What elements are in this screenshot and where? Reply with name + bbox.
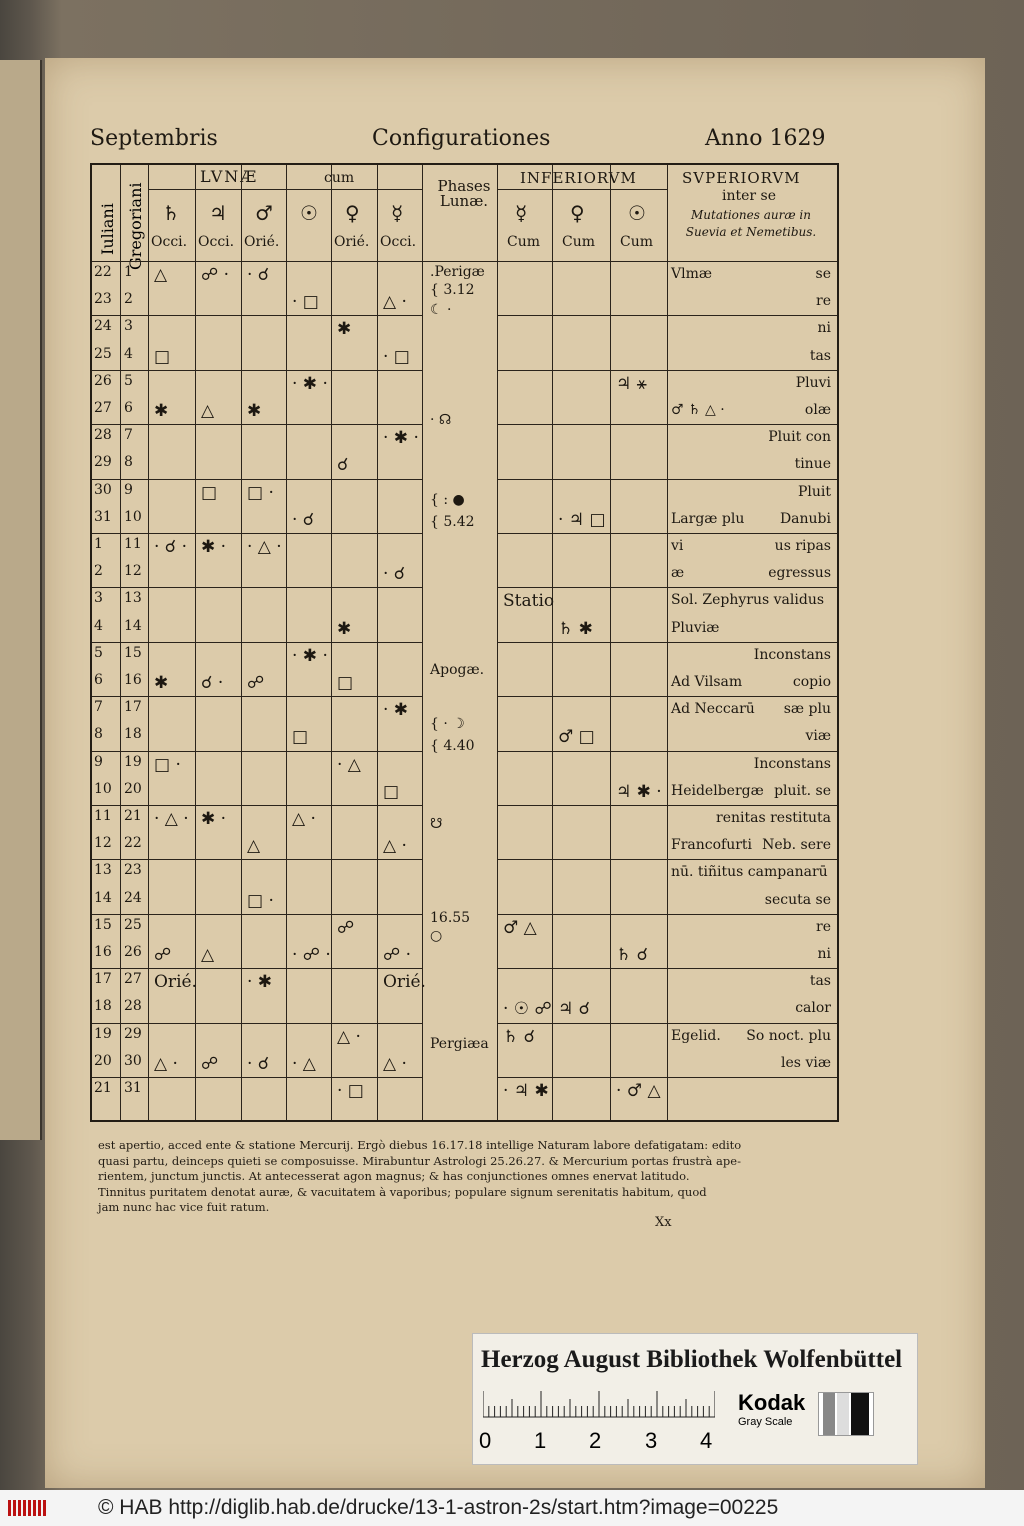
julian-day: 31 — [94, 508, 112, 525]
julian-day: 27 — [94, 400, 112, 416]
lunae-aspect: · □ — [383, 346, 410, 367]
weather-note: pluit. se — [774, 782, 831, 799]
row-rule — [92, 587, 422, 588]
gregorian-day: 17 — [124, 699, 142, 716]
ruler-number: 0 — [479, 1428, 492, 1453]
gregorian-day: 19 — [124, 753, 142, 770]
inferiorum-aspect: ♃ ✱ · — [616, 781, 662, 802]
weather-note: Pluvi — [795, 374, 831, 391]
row-rule — [92, 914, 422, 915]
lunae-aspect: · ✱ · — [292, 373, 328, 394]
header-rule — [497, 189, 667, 190]
gregorian-day: 3 — [124, 318, 133, 335]
lunae-aspect: Orié. — [154, 972, 197, 993]
commentary-line: Tinnitus puritatem denotat auræ, & vacuitatem à vaporibus; populare signum serenitatis habitum, quod — [98, 1184, 707, 1199]
row-rule — [92, 805, 422, 806]
gray-scale-label: Gray Scale — [738, 1416, 793, 1428]
julian-day: 10 — [94, 780, 112, 797]
superiorum-group-header: SVPERIORVM — [682, 169, 801, 187]
lunae-aspect: · □ — [337, 1081, 364, 1101]
lunae-aspect: ☍ — [154, 945, 172, 965]
weather-note: So noct. plu — [746, 1027, 831, 1044]
header-year: Anno 1629 — [705, 126, 826, 151]
copyright-url: © HAB http://diglib.hab.de/drucke/13-1-astron-2s/start.htm?image=00225 — [98, 1496, 779, 1519]
inferiorum-aspect: · ♃ □ — [558, 509, 606, 530]
weather-note: Egelid. — [671, 1027, 721, 1044]
lunae-aspect: · ✱ · — [292, 645, 328, 666]
lunae-aspect: □ — [201, 482, 218, 503]
lunae-aspect: ✱ — [154, 673, 169, 693]
gregorian-day: 28 — [124, 998, 142, 1015]
row-rule — [497, 968, 837, 969]
lunae-aspect: ☍ — [247, 673, 265, 693]
weather-note: Largæ plu — [671, 510, 745, 527]
lunae-aspect: · △ — [337, 754, 361, 775]
inferiorum-aspect: ♃ ☌ — [558, 999, 591, 1020]
gregorian-day: 18 — [124, 726, 142, 743]
julian-day: 9 — [94, 753, 103, 770]
lunae-aspect: · △ — [292, 1053, 316, 1074]
julian-day: 7 — [94, 699, 103, 716]
row-rule — [497, 315, 837, 316]
julian-day: 20 — [94, 1052, 112, 1069]
signature-mark: Xx — [655, 1215, 672, 1230]
lunae-aspect: · ☌ — [247, 1053, 270, 1074]
lunae-sub-label: Orié. — [244, 234, 280, 250]
lunae-aspect: ☌ — [337, 455, 349, 476]
moon-phase: Pergiæa — [430, 1036, 489, 1052]
moon-phase: · ☊ — [430, 412, 452, 428]
row-rule — [92, 1077, 422, 1078]
row-rule — [497, 805, 837, 806]
julian-day: 21 — [94, 1080, 112, 1096]
row-rule — [497, 370, 837, 371]
inferiorum-aspect: · ♃ ✱ — [503, 1081, 549, 1101]
lunae-aspect: · ✱ — [247, 972, 273, 993]
lunae-aspect: △ — [247, 836, 261, 857]
lunae-aspect: Orié. — [383, 972, 426, 993]
lunae-aspect: · ✱ — [383, 700, 409, 721]
weather-note: re — [816, 293, 831, 310]
row-rule — [497, 1023, 837, 1024]
weather-note: ni — [817, 320, 831, 337]
row-rule — [92, 424, 422, 425]
lunae-aspect: ✱ · — [201, 537, 227, 557]
moon-phase: Apogæ. — [430, 662, 485, 678]
lunae-aspect: · ☌ · — [154, 537, 188, 557]
julian-day: 1 — [94, 536, 103, 552]
lunae-planet-symbol: ♂ — [255, 201, 273, 225]
weather-note: Ad Neccarū — [671, 701, 755, 718]
gregorian-day: 12 — [124, 563, 142, 580]
lunae-sub-label: Occi. — [151, 234, 188, 250]
julian-day: 28 — [94, 427, 112, 444]
julian-day: 13 — [94, 862, 112, 879]
kodak-brand: Kodak — [738, 1390, 806, 1415]
julian-day: 11 — [94, 808, 112, 824]
ruler-number: 2 — [589, 1428, 602, 1453]
inferiorum-group-header: INFERIORVM — [520, 169, 637, 187]
weather-note: Sol. Zephyrus validus — [671, 592, 825, 609]
moon-phase: { 4.40 — [430, 738, 475, 754]
lunae-aspect: △ · — [154, 1053, 178, 1074]
gregorian-day: 23 — [124, 862, 142, 879]
lunae-planet-symbol: ♃ — [209, 201, 227, 225]
header-month: Septembris — [90, 126, 218, 151]
lunae-aspect: ✱ · — [201, 809, 227, 829]
row-rule — [92, 968, 422, 969]
weather-note: æ — [671, 565, 685, 582]
lunae-aspect: △ — [154, 265, 168, 285]
julian-day: 23 — [94, 291, 112, 308]
footer-bar — [0, 1490, 1024, 1526]
inferiorum-planet-symbol: ☿ — [515, 201, 528, 225]
lunae-aspect: □ · — [247, 482, 274, 503]
weather-note: Francofurti — [671, 837, 753, 854]
gregorian-day: 8 — [124, 454, 133, 471]
julian-day: 17 — [94, 971, 112, 988]
gregorian-day: 9 — [124, 481, 133, 498]
row-rule — [497, 533, 837, 534]
lunae-aspect: △ · — [383, 292, 407, 313]
lunae-aspect: ✱ — [154, 401, 169, 421]
gregorian-day: 4 — [124, 345, 133, 362]
lunae-aspect: □ — [154, 346, 171, 367]
lunae-aspect: △ — [201, 945, 215, 965]
weather-note: ♂ ♄ △ · — [671, 402, 725, 418]
row-rule — [497, 751, 837, 752]
library-name: Herzog August Bibliothek Wolfenbüttel — [481, 1346, 903, 1373]
commentary-line: est apertio, acced ente & statione Mercurij. Ergò diebus 16.17.18 intellige Naturam labore defatigatam: edito — [98, 1138, 742, 1152]
lunae-aspect: ☌ · — [201, 673, 224, 693]
row-rule — [497, 1077, 837, 1078]
lunae-planet-symbol: ♄ — [162, 201, 180, 225]
row-rule — [497, 914, 837, 915]
commentary-line: jam nunc hac vice fuit ratum. — [98, 1200, 270, 1214]
lunae-aspect: △ — [201, 401, 215, 421]
lunae-aspect: · □ — [292, 292, 319, 313]
weather-note: Inconstans — [753, 646, 831, 663]
weather-note: vi — [671, 538, 684, 554]
julian-column-header: Iuliani — [98, 203, 117, 255]
lunae-aspect: △ · — [292, 809, 316, 829]
row-rule — [92, 1023, 422, 1024]
weather-note: copio — [792, 674, 831, 690]
inferiorum-aspect: ♂ □ — [558, 727, 595, 748]
gregorian-day: 1 — [124, 264, 133, 280]
julian-day: 12 — [94, 835, 112, 852]
moon-phase: { : ● — [430, 492, 465, 508]
moon-phase: ○ — [430, 928, 443, 944]
weather-note: us ripas — [774, 538, 831, 554]
julian-day: 25 — [94, 345, 112, 362]
moon-phase: ☾ · — [430, 302, 452, 318]
lunae-aspect: □ — [292, 727, 309, 748]
gregorian-day: 24 — [124, 889, 142, 906]
superiorum-subtitle: Mutationes auræ in Suevia et Nemetibus. — [685, 208, 817, 239]
superiorum-inter-se: inter se — [722, 188, 777, 204]
row-rule — [92, 642, 422, 643]
weather-note: Ad Vilsam — [671, 674, 743, 690]
weather-note: Neb. sere — [762, 837, 831, 854]
inferiorum-planet-symbol: ☉ — [628, 201, 646, 225]
gregorian-day: 10 — [124, 508, 142, 525]
ruler-number: 1 — [534, 1428, 547, 1453]
commentary-line: quasi partu, deinceps quieti se composuisse. Mirabuntur Astrologi 25.26.27. & Mercurium portas frustrà ape- — [98, 1153, 741, 1168]
lunae-aspect: △ · — [337, 1026, 361, 1047]
lunae-aspect: ☍ — [201, 1053, 219, 1074]
lunae-aspect: · ✱ · — [383, 428, 419, 449]
lunae-aspect: · △ · — [154, 809, 189, 829]
gregorian-day: 27 — [124, 971, 142, 988]
gregorian-day: 16 — [124, 672, 142, 688]
weather-note: se — [815, 266, 831, 282]
gregorian-day: 30 — [124, 1052, 142, 1069]
row-rule — [92, 370, 422, 371]
julian-day: 30 — [94, 481, 112, 498]
lunae-aspect: ☍ — [337, 917, 355, 938]
gregorian-day: 22 — [124, 835, 142, 852]
row-rule — [497, 424, 837, 425]
row-rule — [92, 479, 422, 480]
lunae-aspect: △ · — [383, 1053, 407, 1074]
moon-phase: 16.55 — [430, 910, 471, 926]
julian-day: 3 — [94, 590, 103, 607]
header-rule — [148, 189, 422, 190]
row-rule — [92, 751, 422, 752]
lunae-cum-label: cum — [324, 170, 355, 186]
julian-day: 16 — [94, 944, 112, 960]
inferiorum-aspect: Statio — [503, 591, 555, 612]
inferiorum-aspect: · ♂ △ — [616, 1081, 661, 1101]
moon-phase: .Perigæ — [430, 264, 485, 280]
gregorian-day: 14 — [124, 617, 142, 634]
header-title: Configurationes — [372, 126, 551, 151]
weather-note: Danubi — [779, 510, 831, 527]
gray-swatch — [818, 1392, 874, 1436]
julian-day: 29 — [94, 454, 112, 471]
julian-day: 5 — [94, 644, 103, 661]
commentary-line: rientem, junctum junctis. At antecesserat agon magnus; & has conjunctiones omnes enervat latitudo. — [98, 1169, 690, 1183]
weather-note: calor — [795, 1000, 831, 1017]
weather-note: olæ — [804, 402, 831, 418]
gregorian-day: 5 — [124, 372, 133, 389]
inferiorum-sub-label: Cum — [507, 234, 541, 250]
lunae-aspect: ✱ — [247, 401, 262, 421]
weather-note: renitas restituta — [716, 810, 831, 826]
row-rule — [92, 859, 422, 860]
weather-note: tas — [809, 973, 831, 990]
lunae-aspect: · ☌ — [383, 564, 406, 585]
julian-day: 15 — [94, 916, 112, 933]
moon-phase: { · ☽ — [430, 716, 465, 732]
lunae-aspect: □ · — [154, 754, 181, 775]
lunae-aspect: · △ · — [247, 537, 282, 557]
julian-day: 19 — [94, 1025, 112, 1042]
lunae-aspect: ☍ · — [201, 265, 230, 285]
julian-day: 22 — [94, 264, 112, 280]
weather-note: ni — [817, 946, 831, 962]
inferiorum-aspect: ♃ ⚹ — [616, 373, 647, 394]
gregorian-column-header: Gregoriani — [126, 182, 145, 270]
inferiorum-planet-symbol: ♀ — [570, 201, 585, 225]
weather-note: Pluviæ — [671, 619, 720, 636]
inferiorum-sub-label: Cum — [562, 234, 596, 250]
inferiorum-aspect: ♂ △ — [503, 917, 537, 938]
julian-day: 18 — [94, 998, 112, 1015]
lunae-planet-symbol: ☉ — [300, 201, 318, 225]
row-rule — [497, 696, 837, 697]
julian-day: 26 — [94, 372, 112, 389]
lunae-aspect: □ — [383, 781, 400, 802]
moon-phase: ☋ — [430, 816, 443, 832]
weather-note: Heidelbergæ — [671, 782, 764, 799]
julian-day: 4 — [94, 617, 103, 634]
lunae-group-header: LVNÆ — [200, 167, 259, 186]
gregorian-day: 20 — [124, 780, 142, 797]
lunae-aspect: ☍ · — [383, 945, 412, 965]
lunae-aspect: · ☍ · — [292, 945, 331, 965]
commentary-text — [98, 1138, 833, 1216]
weather-note: secuta se — [764, 891, 831, 908]
julian-day: 6 — [94, 672, 103, 688]
weather-note: viæ — [805, 728, 831, 745]
scale-ruler — [483, 1390, 715, 1418]
julian-day: 8 — [94, 726, 103, 743]
ruler-number: 3 — [645, 1428, 658, 1453]
lunae-sub-label: Orié. — [334, 234, 370, 250]
gregorian-day: 15 — [124, 644, 142, 661]
lunae-planet-symbol: ☿ — [391, 201, 404, 225]
gregorian-day: 6 — [124, 400, 133, 416]
lunae-sub-label: Occi. — [198, 234, 235, 250]
lunae-aspect: · ☌ — [292, 509, 315, 530]
weather-note: les viæ — [781, 1054, 831, 1071]
row-rule — [92, 315, 422, 316]
lunae-aspect: △ · — [383, 836, 407, 857]
gregorian-day: 29 — [124, 1025, 142, 1042]
lunae-sub-label: Occi. — [380, 234, 417, 250]
weather-note: Pluit con — [768, 429, 831, 446]
lunae-aspect: □ — [337, 673, 354, 693]
moon-phase: { 5.42 — [430, 514, 475, 530]
gregorian-day: 31 — [124, 1080, 142, 1096]
lunae-aspect: □ · — [247, 890, 274, 911]
julian-day: 14 — [94, 889, 112, 906]
row-rule — [92, 533, 422, 534]
ephemeris-table — [90, 163, 839, 1122]
gregorian-day: 26 — [124, 944, 142, 960]
row-rule — [497, 859, 837, 860]
weather-note: Inconstans — [753, 755, 831, 772]
inferiorum-sub-label: Cum — [620, 234, 654, 250]
weather-note: egressus — [768, 565, 831, 582]
moon-phase: { 3.12 — [430, 282, 475, 298]
julian-day: 24 — [94, 318, 112, 335]
inferiorum-aspect: · ☉ ☍ — [503, 999, 552, 1020]
header-rule — [92, 261, 837, 262]
row-rule — [497, 587, 837, 588]
row-rule — [92, 696, 422, 697]
hab-logo-icon — [8, 1498, 48, 1518]
inferiorum-aspect: ♄ ✱ — [558, 618, 593, 639]
weather-note: re — [816, 918, 831, 935]
weather-note: Pluit — [797, 483, 831, 500]
inferiorum-aspect: ♄ ☌ — [503, 1026, 536, 1047]
gregorian-day: 11 — [124, 536, 142, 552]
library-color-chart — [472, 1333, 918, 1465]
gregorian-day: 2 — [124, 291, 133, 308]
ruler-number: 4 — [700, 1428, 713, 1453]
facing-page-edge — [0, 60, 42, 1140]
weather-note: tinue — [794, 456, 831, 473]
weather-note: sæ plu — [783, 701, 831, 718]
phases-column-header: Phases Lunæ. — [437, 177, 491, 210]
weather-note: Vlmæ — [671, 266, 713, 282]
inferiorum-aspect: ♄ ☌ — [616, 945, 649, 965]
lunae-aspect: ✱ — [337, 618, 352, 639]
lunae-aspect: · ☌ — [247, 265, 270, 285]
gregorian-day: 21 — [124, 808, 142, 824]
gregorian-day: 7 — [124, 427, 133, 444]
lunae-aspect: ✱ — [337, 319, 352, 340]
gregorian-day: 13 — [124, 590, 142, 607]
row-rule — [497, 642, 837, 643]
row-rule — [497, 479, 837, 480]
weather-note: nū. tiñitus campanarū — [671, 864, 828, 881]
weather-note: tas — [809, 347, 831, 364]
lunae-planet-symbol: ♀ — [345, 201, 360, 225]
gregorian-day: 25 — [124, 916, 142, 933]
julian-day: 2 — [94, 563, 103, 580]
